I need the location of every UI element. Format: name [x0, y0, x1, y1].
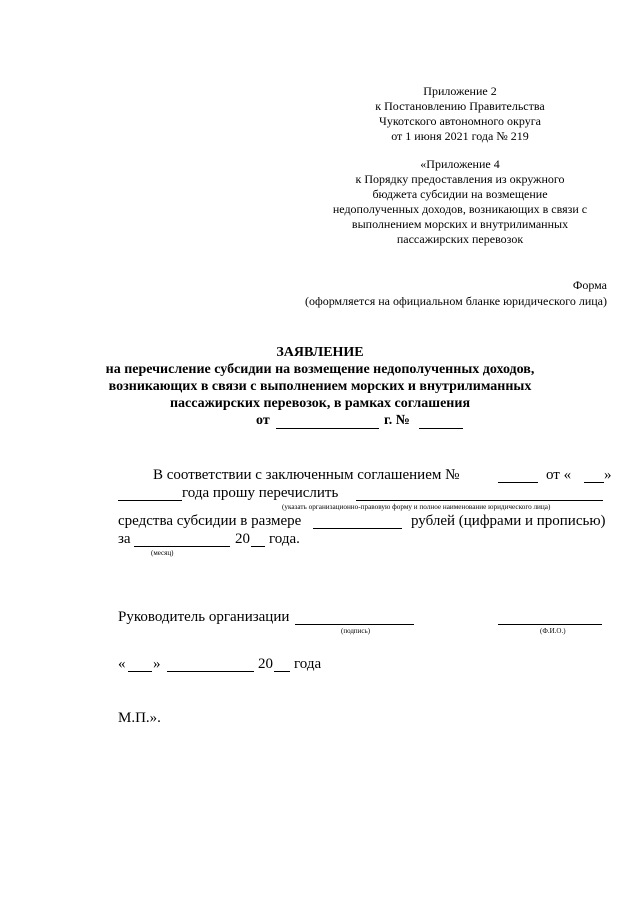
title-year-no: г. № [384, 413, 410, 428]
organization-name-blank[interactable] [356, 500, 603, 501]
hint-full-name: (Ф.И.О.) [540, 627, 566, 635]
appendix-2-block [330, 84, 590, 144]
appendix-2-line: Чукотского автономного округа [379, 114, 541, 128]
body-quote-close: » [604, 467, 612, 483]
body-year-word: года. [269, 531, 300, 547]
appendix-4-line: бюджета субсидии на возмещение [372, 187, 548, 201]
year-suffix-blank[interactable] [251, 546, 265, 547]
date-open-quote: « [118, 656, 126, 672]
body-amount-text: средства субсидии в размере [118, 513, 302, 529]
date-day-blank[interactable] [128, 671, 152, 672]
hint-month: (месяц) [151, 549, 174, 557]
full-name-blank[interactable] [498, 624, 602, 625]
appendix-4-line: к Порядку предоставления из окружного [355, 172, 565, 186]
body-from: от « [546, 467, 572, 483]
hint-organization: (указать организационно-правовую форму и полное наименование юридического лица) [282, 503, 551, 511]
title-line: пассажирских перевозок, в рамках соглашения [169, 396, 471, 411]
body-amount-end: рублей (цифрами и прописью) [411, 513, 606, 529]
body-year20: 20 [235, 531, 250, 547]
signature-blank[interactable] [295, 624, 414, 625]
title-line: возникающих в связи с выполнением морских и внутрилиманных [108, 379, 532, 394]
amount-blank[interactable] [313, 528, 402, 529]
title-date-blank[interactable] [276, 428, 379, 429]
appendix-2-line: от 1 июня 2021 года № 219 [391, 129, 529, 143]
form-label: Форма [572, 278, 607, 292]
agreement-day-blank[interactable] [584, 482, 604, 483]
appendix-4-line: пассажирских перевозок [396, 232, 524, 246]
appendix-4-line: недополученных доходов, возникающих в связи с [332, 202, 588, 216]
date-month-blank[interactable] [167, 671, 254, 672]
body-for: за [118, 531, 131, 547]
date-year-word: года [294, 656, 322, 672]
title-from: от [256, 413, 270, 428]
agreement-year-blank[interactable] [118, 500, 182, 501]
body-agreement-text: В соответствии с заключенным соглашением № [153, 467, 460, 483]
appendix-4-line: «Приложение 4 [420, 157, 500, 171]
form-note: (оформляется на официальном бланке юридического лица) [304, 294, 607, 308]
title-number-blank[interactable] [419, 428, 463, 429]
hint-signature: (подпись) [341, 627, 371, 635]
appendix-2-line: к Постановлению Правительства [375, 99, 545, 113]
title-heading: ЗАЯВЛЕНИЕ [276, 345, 364, 360]
appendix-2-line: Приложение 2 [423, 84, 497, 98]
month-blank[interactable] [134, 546, 230, 547]
title-line: на перечисление субсидии на возмещение недополученных доходов, [105, 362, 535, 377]
date-close-quote: » [153, 656, 161, 672]
signature-label: Руководитель организации [118, 609, 290, 625]
appendix-4-block [310, 157, 610, 247]
date-year-suffix-blank[interactable] [274, 671, 290, 672]
date-year20: 20 [258, 656, 273, 672]
stamp-place: М.П.». [118, 710, 161, 726]
body-request-text: года прошу перечислить [182, 485, 339, 501]
agreement-number-blank[interactable] [498, 482, 538, 483]
appendix-4-line: выполнением морских и внутрилиманных [351, 217, 569, 231]
document-title [0, 344, 640, 412]
